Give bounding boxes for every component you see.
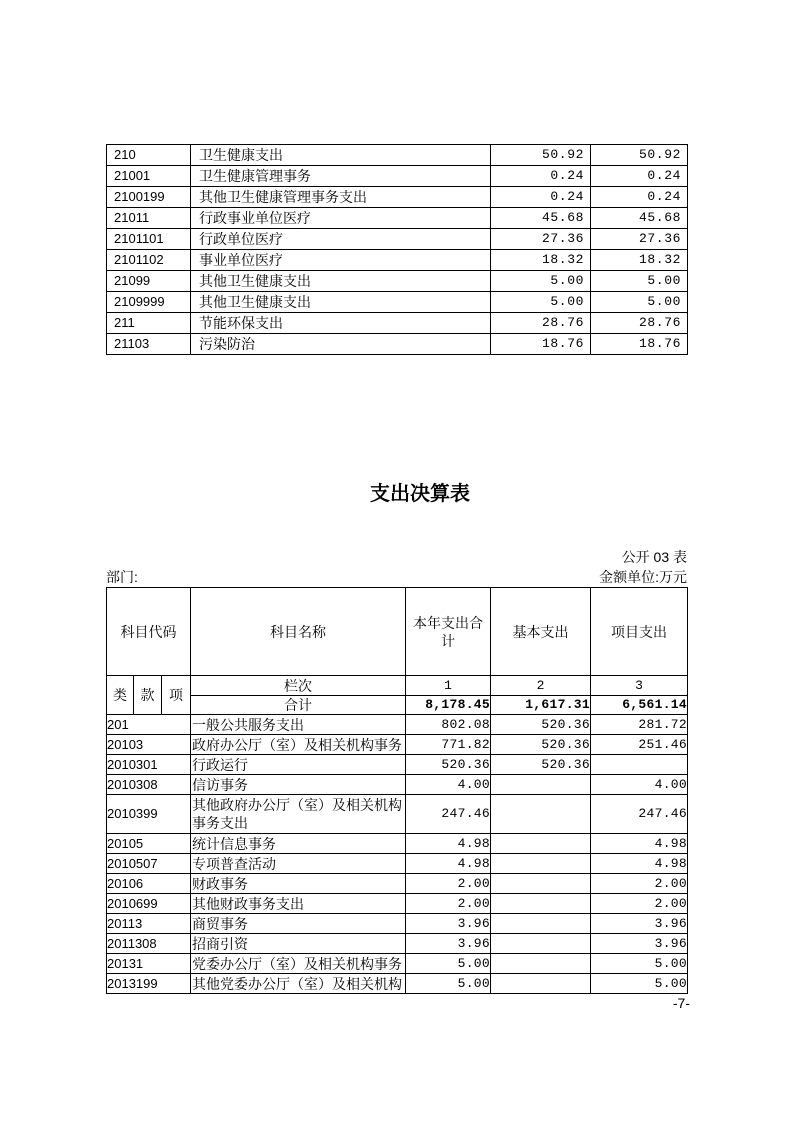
table-row <box>107 166 688 187</box>
column-number-3: 3 <box>591 676 688 696</box>
subject-name-cell: 行政单位医疗 <box>191 229 491 250</box>
basic-expenditure-cell <box>491 894 591 914</box>
subject-name-cell: 行政事业单位医疗 <box>191 208 491 229</box>
subject-code-cell: 2010301 <box>107 755 191 775</box>
total-expenditure-cell: 4.98 <box>406 854 491 874</box>
subject-code-cell: 2101102 <box>107 250 191 271</box>
table-body <box>107 715 688 994</box>
basic-expenditure-cell <box>491 934 591 954</box>
project-expenditure-cell: 4.00 <box>591 775 688 795</box>
table-row <box>107 755 688 775</box>
project-expenditure-cell: 5.00 <box>591 974 688 994</box>
project-expenditure-cell: 4.98 <box>591 854 688 874</box>
table-row <box>107 735 688 755</box>
continued-table-body <box>107 145 688 355</box>
section-header: 款 <box>134 676 162 715</box>
basic-expenditure-cell: 520.36 <box>491 735 591 755</box>
subject-name-cell: 事业单位医疗 <box>191 250 491 271</box>
subject-code-header: 科目代码 <box>107 588 191 676</box>
subject-code-cell: 210 <box>107 145 191 166</box>
amount-cell: 18.76 <box>491 334 591 355</box>
subject-code-cell: 2010507 <box>107 854 191 874</box>
total-row <box>107 696 688 715</box>
project-expenditure-cell: 5.00 <box>591 954 688 974</box>
subject-code-cell: 21103 <box>107 334 191 355</box>
column-number-2: 2 <box>491 676 591 696</box>
basic-expenditure-cell <box>491 834 591 854</box>
table-row <box>107 334 688 355</box>
table-row <box>107 145 688 166</box>
expenditure-final-accounts-table <box>106 587 688 994</box>
subject-name-cell: 一般公共服务支出 <box>191 715 406 735</box>
total-expenditure-header: 本年支出合计 <box>406 588 491 676</box>
table-row <box>107 874 688 894</box>
total-expenditure-cell: 3.96 <box>406 914 491 934</box>
amount-cell: 45.68 <box>491 208 591 229</box>
page-number: -7- <box>672 995 690 1011</box>
project-expenditure-cell: 4.98 <box>591 834 688 854</box>
subject-name-cell: 其他党委办公厅（室）及相关机构 <box>191 974 406 994</box>
subject-code-cell: 2010399 <box>107 795 191 834</box>
total-expenditure-cell: 802.08 <box>406 715 491 735</box>
total-row-total: 8,178.45 <box>406 696 491 715</box>
subject-code-cell: 2101101 <box>107 229 191 250</box>
subject-code-cell: 20131 <box>107 954 191 974</box>
amount-cell: 5.00 <box>491 292 591 313</box>
subject-name-cell: 其他卫生健康支出 <box>191 292 491 313</box>
subject-code-cell: 211 <box>107 313 191 334</box>
table-row <box>107 208 688 229</box>
table-row <box>107 229 688 250</box>
column-number-1: 1 <box>406 676 491 696</box>
amount-cell: 28.76 <box>491 313 591 334</box>
amount-cell: 27.36 <box>591 229 688 250</box>
basic-expenditure-cell <box>491 775 591 795</box>
subject-code-cell: 2100199 <box>107 187 191 208</box>
basic-expenditure-cell <box>491 974 591 994</box>
project-expenditure-cell: 3.96 <box>591 914 688 934</box>
subject-name-cell: 卫生健康管理事务 <box>191 166 491 187</box>
total-row-label: 合计 <box>191 696 406 715</box>
subject-name-cell: 其他卫生健康支出 <box>191 271 491 292</box>
amount-cell: 0.24 <box>591 187 688 208</box>
subject-name-cell: 污染防治 <box>191 334 491 355</box>
subject-code-cell: 21011 <box>107 208 191 229</box>
total-expenditure-cell: 5.00 <box>406 974 491 994</box>
amount-cell: 18.76 <box>591 334 688 355</box>
subject-name-cell: 财政事务 <box>191 874 406 894</box>
subject-name-cell: 统计信息事务 <box>191 834 406 854</box>
page-title: 支出决算表 <box>370 483 470 505</box>
table-row <box>107 795 688 834</box>
subject-name-cell: 其他卫生健康管理事务支出 <box>191 187 491 208</box>
project-expenditure-cell: 281.72 <box>591 715 688 735</box>
project-expenditure-header: 项目支出 <box>591 588 688 676</box>
subject-name-cell: 党委办公厅（室）及相关机构事务 <box>191 954 406 974</box>
subject-name-cell: 信访事务 <box>191 775 406 795</box>
table-row <box>107 271 688 292</box>
total-expenditure-cell: 4.98 <box>406 834 491 854</box>
table-row <box>107 313 688 334</box>
project-expenditure-cell: 247.46 <box>591 795 688 834</box>
subject-name-cell: 其他财政事务支出 <box>191 894 406 914</box>
subject-name-cell: 节能环保支出 <box>191 313 491 334</box>
amount-cell: 45.68 <box>591 208 688 229</box>
table-row <box>107 934 688 954</box>
amount-cell: 50.92 <box>491 145 591 166</box>
form-number: 公开 03 表 <box>621 549 687 565</box>
amount-cell: 0.24 <box>491 166 591 187</box>
subject-code-cell: 2013199 <box>107 974 191 994</box>
table-row <box>107 954 688 974</box>
subject-name-cell: 行政运行 <box>191 755 406 775</box>
class-header: 类 <box>107 676 134 715</box>
table-row <box>107 715 688 735</box>
amount-cell: 28.76 <box>591 313 688 334</box>
subject-code-cell: 201 <box>107 715 191 735</box>
table-row <box>107 834 688 854</box>
subject-code-cell: 20103 <box>107 735 191 755</box>
subject-code-cell: 20105 <box>107 834 191 854</box>
table-row <box>107 292 688 313</box>
total-expenditure-cell: 520.36 <box>406 755 491 775</box>
basic-expenditure-cell <box>491 874 591 894</box>
subject-name-cell: 其他政府办公厅（室）及相关机构事务支出 <box>191 795 406 834</box>
table-row <box>107 187 688 208</box>
amount-cell: 0.24 <box>491 187 591 208</box>
subject-name-cell: 政府办公厅（室）及相关机构事务 <box>191 735 406 755</box>
project-expenditure-cell: 251.46 <box>591 735 688 755</box>
project-expenditure-cell: 3.96 <box>591 934 688 954</box>
project-expenditure-cell: 2.00 <box>591 894 688 914</box>
amount-cell: 5.00 <box>491 271 591 292</box>
subject-name-cell: 卫生健康支出 <box>191 145 491 166</box>
column-number-label: 栏次 <box>191 676 406 696</box>
basic-expenditure-cell: 520.36 <box>491 755 591 775</box>
total-expenditure-cell: 247.46 <box>406 795 491 834</box>
subject-code-cell: 20106 <box>107 874 191 894</box>
total-expenditure-cell: 5.00 <box>406 954 491 974</box>
project-expenditure-cell <box>591 755 688 775</box>
subject-name-header: 科目名称 <box>191 588 406 676</box>
amount-cell: 0.24 <box>591 166 688 187</box>
total-expenditure-cell: 2.00 <box>406 874 491 894</box>
basic-expenditure-cell <box>491 954 591 974</box>
amount-cell: 18.32 <box>491 250 591 271</box>
subject-code-cell: 20113 <box>107 914 191 934</box>
basic-expenditure-cell <box>491 914 591 934</box>
item-header: 项 <box>162 676 191 715</box>
basic-expenditure-cell <box>491 854 591 874</box>
basic-expenditure-cell <box>491 795 591 834</box>
department-label: 部门: <box>106 569 138 585</box>
subject-name-cell: 专项普查活动 <box>191 854 406 874</box>
project-expenditure-cell: 2.00 <box>591 874 688 894</box>
table-row <box>107 250 688 271</box>
header-row <box>107 588 688 676</box>
amount-cell: 5.00 <box>591 292 688 313</box>
basic-expenditure-header: 基本支出 <box>491 588 591 676</box>
subject-code-cell: 21099 <box>107 271 191 292</box>
amount-cell: 18.32 <box>591 250 688 271</box>
table-row <box>107 914 688 934</box>
table-row <box>107 775 688 795</box>
amount-unit-label: 金额单位:万元 <box>599 569 687 585</box>
total-expenditure-cell: 3.96 <box>406 934 491 954</box>
subject-code-cell: 2010699 <box>107 894 191 914</box>
table-header <box>107 588 688 715</box>
basic-expenditure-cell: 520.36 <box>491 715 591 735</box>
total-expenditure-cell: 4.00 <box>406 775 491 795</box>
table-row <box>107 854 688 874</box>
continued-expenditure-table <box>106 144 688 355</box>
table-row <box>107 894 688 914</box>
subject-name-cell: 招商引资 <box>191 934 406 954</box>
subject-code-cell: 2011308 <box>107 934 191 954</box>
subject-code-cell: 2010308 <box>107 775 191 795</box>
total-row-project: 6,561.14 <box>591 696 688 715</box>
table-row <box>107 974 688 994</box>
total-row-basic: 1,617.31 <box>491 696 591 715</box>
column-number-row <box>107 676 688 696</box>
subject-name-cell: 商贸事务 <box>191 914 406 934</box>
subject-code-cell: 2109999 <box>107 292 191 313</box>
total-expenditure-cell: 771.82 <box>406 735 491 755</box>
amount-cell: 5.00 <box>591 271 688 292</box>
total-expenditure-cell: 2.00 <box>406 894 491 914</box>
amount-cell: 50.92 <box>591 145 688 166</box>
subject-code-cell: 21001 <box>107 166 191 187</box>
amount-cell: 27.36 <box>491 229 591 250</box>
